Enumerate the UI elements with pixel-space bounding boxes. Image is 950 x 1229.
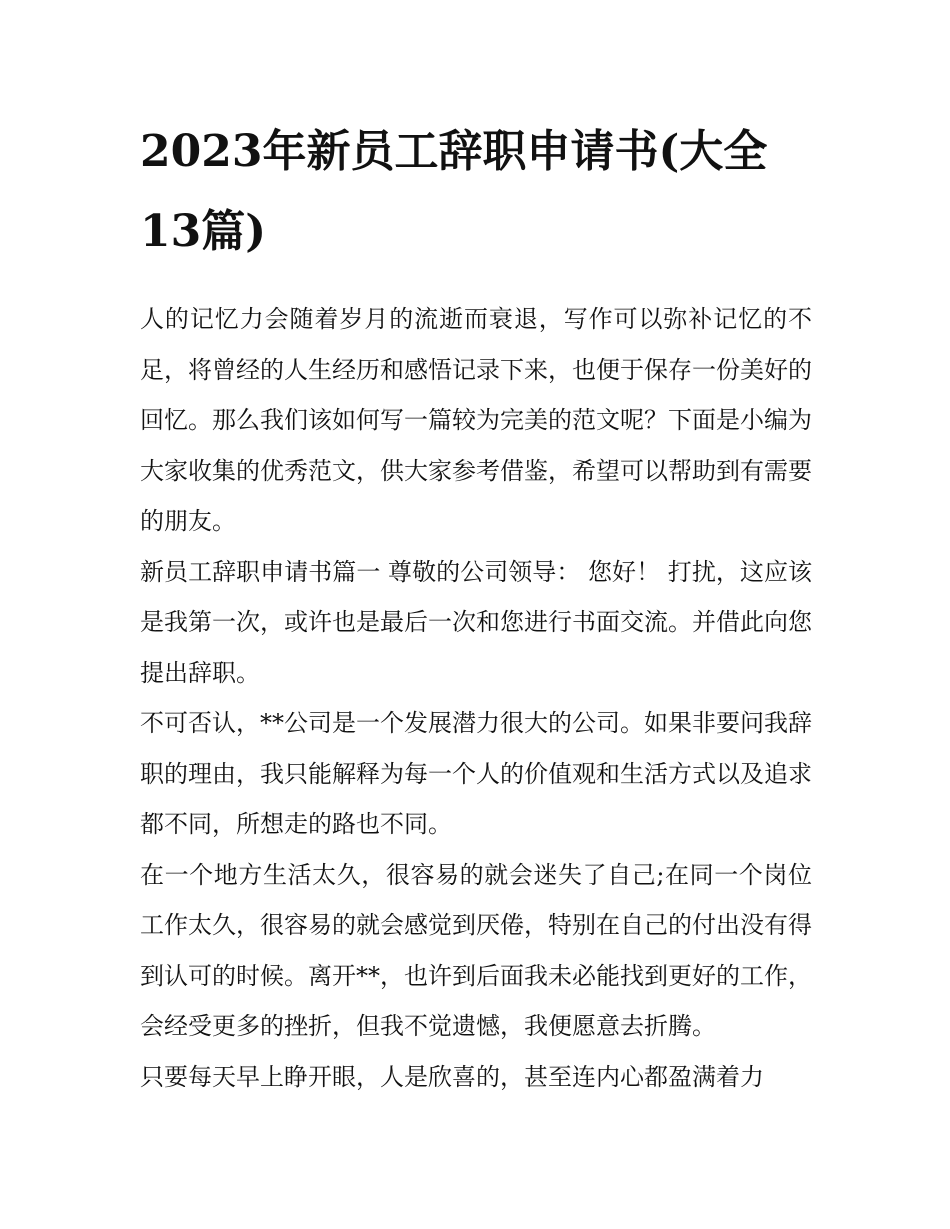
document-title: 2023年新员工辞职申请书(大全13篇) bbox=[140, 126, 768, 257]
paragraph-long-time: 在一个地方生活太久，很容易的就会迷失了自己;在同一个岗位工作太久，很容易的就会感觉到厌倦，特别在自己的付出没有得到认可的时候。离开**，也许到后面我未必能找到更好的工作，会经受更多的挫折，但我不觉遗憾，我便愿意去折腾。 bbox=[140, 860, 812, 1040]
paragraph-company-reason: 不可否认，**公司是一个发展潜力很大的公司。如果非要问我辞职的理由，我只能解释为每一个人的价值观和生活方式以及追求都不同，所想走的路也不同。 bbox=[140, 709, 812, 838]
paragraph-every-morning: 只要每天早上睁开眼，人是欣喜的，甚至连内心都盈满着力 bbox=[140, 1062, 764, 1091]
document-page bbox=[140, 112, 812, 1102]
paragraph-intro: 人的记忆力会随着岁月的流逝而衰退，写作可以弥补记忆的不足，将曾经的人生经历和感悟记录下来，也便于保存一份美好的回忆。那么我们该如何写一篇较为完美的范文呢？下面是小编为大家收集的优秀范文，供大家参考借鉴，希望可以帮助到有需要的朋友。 bbox=[140, 305, 812, 535]
paragraph-letter-opening: 新员工辞职申请书篇一 尊敬的公司领导： 您好！ 打扰，这应该是我第一次，或许也是最后一次和您进行书面交流。并借此向您提出辞职。 bbox=[140, 557, 812, 687]
